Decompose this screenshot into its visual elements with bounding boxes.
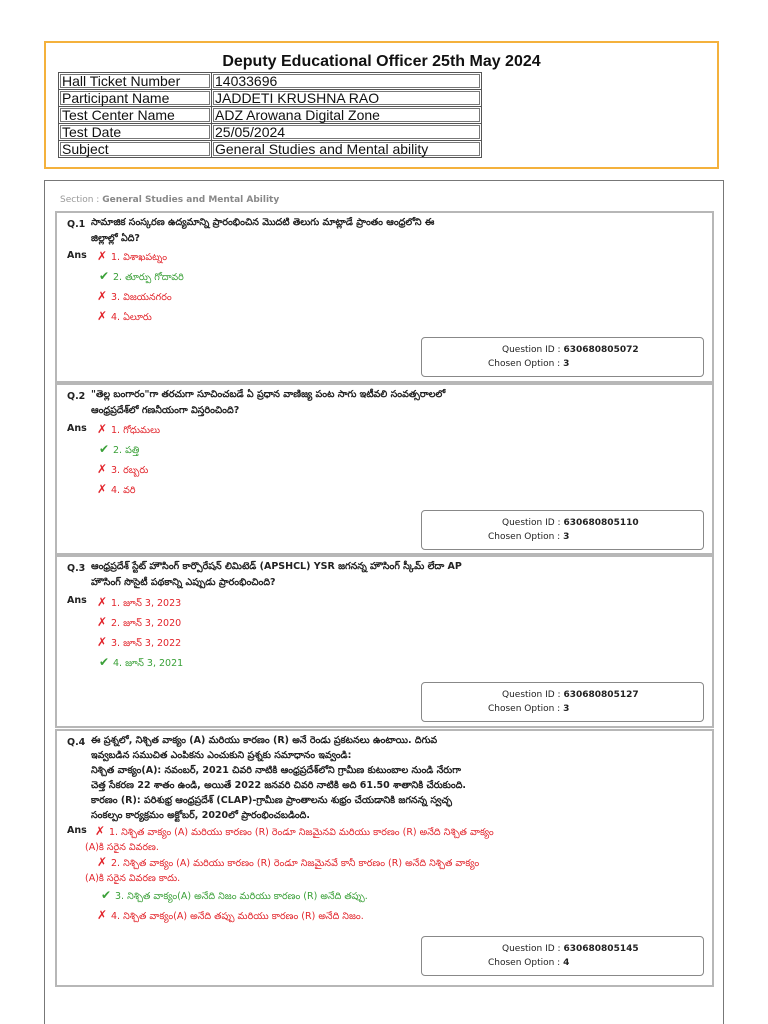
option-2: ✔ 2. పత్తి	[99, 442, 140, 456]
answer-label: Ans	[67, 250, 87, 261]
option-4: ✔ 4. జూన్ 3, 2021	[99, 655, 184, 669]
option-2: ✔ 2. తూర్పు గోదావరి	[99, 269, 184, 283]
info-row-date: Test Date 25/05/2024	[59, 124, 482, 141]
candidate-header	[44, 41, 719, 169]
option-3: ✗ 3. విజయనగరం	[97, 289, 172, 303]
cross-icon: ✗	[97, 615, 108, 629]
cross-icon: ✗	[97, 908, 108, 922]
question-text: "తెల్ల బంగారం"గా తరచుగా సూచించబడే ఏ ప్రధాన వాణిజ్య పంట సాగు ఇటీవలి సంవత్సరాలలో ఆంధ్రప్రదేశ్‌లో గణనీయంగా విస్తరించింది?	[91, 389, 446, 416]
option-3: ✔ 3. నిశ్చిత వాక్యం(A) అనేది నిజం మరియు కారణం (R) అనేది తప్పు.	[101, 888, 368, 902]
question-id: Question ID : 630680805072	[502, 345, 639, 355]
option-4: ✗ 4. వరి	[97, 482, 136, 496]
question-number: Q.2	[67, 391, 86, 402]
option-3: ✗ 3. జూన్ 3, 2022	[97, 635, 182, 649]
option-1: ✗ 1. నిశ్చిత వాక్యం (A) మరియు కారణం (R) రెండూ నిజమైనవి మరియు కారణం (R) అనేది నిశ్చిత వాక్యం (A)కి సరైన వివరణ.	[85, 824, 494, 853]
question-id: Question ID : 630680805145	[502, 944, 639, 954]
check-icon: ✔	[99, 655, 110, 669]
question-panel-1	[55, 211, 714, 383]
cross-icon: ✗	[97, 422, 108, 436]
question-meta-box	[421, 337, 704, 377]
chosen-option: Chosen Option : 4	[488, 958, 570, 968]
exam-title: Deputy Educational Officer 25th May 2024	[222, 53, 541, 70]
section-label: Section : General Studies and Mental Ability	[60, 195, 280, 205]
question-text: ఈ ప్రశ్నలో, నిశ్చిత వాక్యం (A) మరియు కారణం (R) అనే రెండు ప్రకటనలు ఉంటాయి. దిగువ ఇవ్వబడిన సముచిత ఎంపికను ఎంచుకుని ప్రశ్నకు సమాధానం ఇవ్వండి: నిశ్చిత వాక్యం(A): నవంబర్, 2021 చివరి నాటికి ఆంధ్రప్రదేశ్‌లోని గ్రామీణ కుటుంబాల నుండి నేరుగా చెత్త సేకరణ 22 శాతం ఉండి, అయితే 2022 జనవరి చివరి నాటికి అది 61.50 శాతానికి చేరుకుంది. కారణం (R): పరిశుభ్ర ఆంధ్రప్రదేశ్ (CLAP)-గ్రామీణ ప్రాంతాలను శుభ్రం చేయడానికి జగనన్న స్వచ్ఛ సంకల్పం కార్యక్రమం అక్టోబర్, 2020లో ప్రారంభించబడింది.	[91, 735, 467, 821]
info-row-hall-ticket: Hall Ticket Number 14033696	[59, 73, 482, 90]
option-3: ✗ 3. రబ్బరు	[97, 462, 149, 476]
cross-icon: ✗	[97, 289, 108, 303]
question-meta-box	[421, 936, 704, 976]
answer-label: Ans	[67, 825, 87, 836]
question-panel-2	[55, 383, 714, 555]
option-1: ✗ 1. విశాఖపట్నం	[97, 249, 168, 263]
cross-icon: ✗	[97, 855, 108, 869]
question-text: సామాజిక సంస్కరణ ఉద్యమాన్ని ప్రారంభించిన మొదటి తెలుగు మాట్లాడే ప్రాంతం ఆంధ్రలోని ఈ జిల్లాల్లో ఏది?	[91, 217, 435, 244]
check-icon: ✔	[99, 269, 110, 283]
question-number: Q.4	[67, 737, 86, 748]
info-row-subject: Subject General Studies and Mental ability	[59, 141, 482, 158]
option-1: ✗ 1. జూన్ 3, 2023	[97, 595, 182, 609]
question-text: ఆంధ్రప్రదేశ్ స్టేట్ హౌసింగ్ కార్పొరేషన్ లిమిటెడ్ (APSHCL) YSR జగనన్న హౌసింగ్ స్కీమ్ లేదా AP హౌసింగ్ సొసైటీ పథకాన్ని ఎప్పుడు ప్రారంభించింది?	[91, 561, 462, 588]
question-panel-4	[55, 729, 714, 987]
cross-icon: ✗	[97, 595, 108, 609]
option-4: ✗ 4. ఏలూరు	[97, 309, 152, 323]
info-row-center: Test Center Name ADZ Arowana Digital Zone	[59, 107, 482, 124]
question-meta-box	[421, 510, 704, 550]
chosen-option: Chosen Option : 3	[488, 359, 570, 369]
answer-label: Ans	[67, 595, 87, 606]
question-meta-box	[421, 682, 704, 722]
question-id: Question ID : 630680805110	[502, 518, 639, 528]
answer-label: Ans	[67, 423, 87, 434]
check-icon: ✔	[99, 442, 110, 456]
cross-icon: ✗	[97, 482, 108, 496]
question-panel-3	[55, 555, 714, 728]
cross-icon: ✗	[97, 635, 108, 649]
option-2: ✗ 2. జూన్ 3, 2020	[97, 615, 182, 629]
check-icon: ✔	[101, 888, 112, 902]
question-number: Q.3	[67, 563, 86, 574]
chosen-option: Chosen Option : 3	[488, 704, 570, 714]
info-row-participant: Participant Name JADDETI KRUSHNA RAO	[59, 90, 482, 107]
cross-icon: ✗	[97, 249, 108, 263]
option-2: ✗ 2. నిశ్చిత వాక్యం (A) మరియు కారణం (R) రెండూ నిజమైనవే కానీ కారణం (R) అనేది నిశ్చిత వాక్యం (A)కి సరైన వివరణ కాదు.	[85, 855, 480, 884]
option-4: ✗ 4. నిశ్చిత వాక్యం(A) అనేది తప్పు మరియు కారణం (R) అనేది నిజం.	[97, 908, 364, 922]
chosen-option: Chosen Option : 3	[488, 532, 570, 542]
section-name: General Studies and Mental Ability	[102, 195, 280, 205]
cross-icon: ✗	[95, 824, 106, 838]
option-1: ✗ 1. గోధుమలు	[97, 422, 161, 436]
question-id: Question ID : 630680805127	[502, 690, 639, 700]
cross-icon: ✗	[97, 309, 108, 323]
cross-icon: ✗	[97, 462, 108, 476]
question-section	[44, 180, 724, 1024]
candidate-info-table	[58, 72, 482, 158]
question-number: Q.1	[67, 219, 86, 230]
